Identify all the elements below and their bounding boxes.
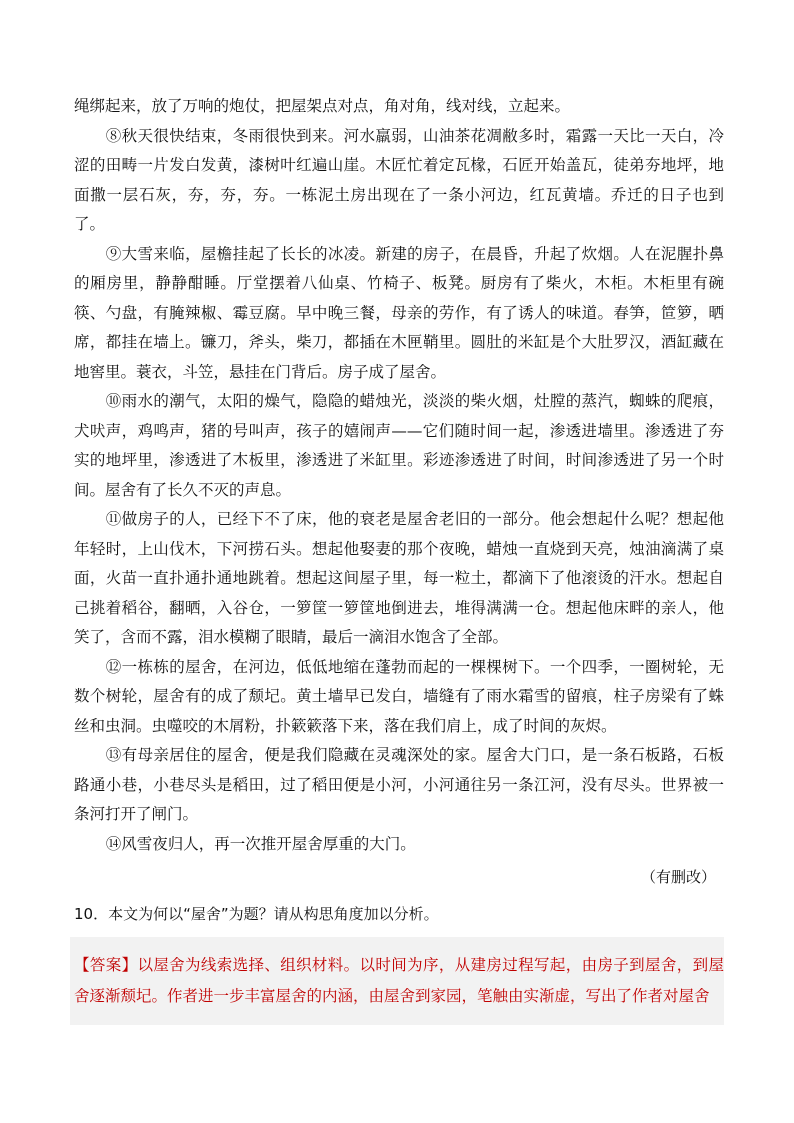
answer-tag: 【答案】 — [74, 956, 138, 974]
paragraph-12: ⑫一栋栋的屋舍，在河边，低低地缩在蓬勃而起的一棵棵树下。一个四季，一圈树轮，无数个树轮，屋舍有的成了颓圮。黄土墙早已发白，墙缝有了雨水霜雪的留痕，柱子房梁有了蛛丝和虫洞。虫噬咬的木屑粉，扑簌簌落下来，落在我们肩上，成了时间的灰烬。 — [74, 657, 724, 735]
answer-body: 以屋舍为线索选择、组织材料。以时间为序，从建房过程写起，由房子到屋舍，到屋舍逐渐颓圮。作者进一步丰富屋舍的内涵，由屋舍到家园，笔触由实渐虚，写出了作者对屋舍 — [74, 956, 724, 1005]
question-10: 10．本文为何以“屋舍”为题？请从构思角度加以分析。 — [74, 905, 439, 923]
reading-passage — [74, 92, 724, 891]
paragraph-7-end: 绳绑起来，放了万响的炮仗，把屋架点对点，角对角，线对线，立起来。 — [74, 97, 571, 115]
answer-text — [74, 950, 724, 1012]
paragraph-10: ⑩雨水的潮气，太阳的燥气，隐隐的蜡烛光，淡淡的柴火烟，灶膛的蒸汽，蜘蛛的爬痕，犬吠声，鸡鸣声，猪的号叫声，孩子的嬉闹声——它们随时间一起，渗透进墙里。渗透进了夯实的地坪里，渗透进了木板里，渗透进了米缸里。彩迹渗透进了时间，时间渗透进了另一个时间。屋舍有了长久不灭的声息。 — [74, 392, 724, 499]
paragraph-11: ⑪做房子的人，已经下不了床，他的衰老是屋舍老旧的一部分。他会想起什么呢？想起他年轻时，上山伐木，下河捞石头。想起他娶妻的那个夜晚，蜡烛一直烧到天亮，烛油滴满了桌面，火苗一直扑通扑通地跳着。想起这间屋子里，每一粒土，都滴下了他滚烫的汗水。想起自己挑着稻谷，翻晒，入谷仓，一箩筐一箩筐地倒进去，堆得满满一仓。想起他床畔的亲人，他笑了，含而不露，泪水模糊了眼睛，最后一滴泪水饱含了全部。 — [74, 510, 724, 646]
paragraph-9: ⑨大雪来临，屋檐挂起了长长的冰凌。新建的房子，在晨昏，升起了炊烟。人在泥腥扑鼻的厢房里，静静酣睡。厅堂摆着八仙桌、竹椅子、板凳。厨房有了柴火，木柜。木柜里有碗筷、勺盘，有腌辣椒、霉豆腐。早中晚三餐，母亲的劳作，有了诱人的味道。春笋，笸箩，晒席，都挂在墙上。镰刀，斧头，柴刀，都插在木匣鞘里。圆肚的米缸是个大肚罗汉，酒缸藏在地窖里。蓑衣，斗笠，悬挂在门背后。房子成了屋舍。 — [74, 244, 724, 381]
paragraph-13: ⑬有母亲居住的屋舍，便是我们隐藏在灵魂深处的家。屋舍大门口，是一条石板路，石板路通小巷，小巷尽头是稻田，过了稻田便是小河，小河通往另一条江河，没有尽头。世界被一条河打开了闸门。 — [74, 746, 724, 823]
paragraph-8: ⑧秋天很快结束，冬雨很快到来。河水羸弱，山油茶花凋敝多时，霜露一天比一天白，冷涩的田畴一片发白发黄，漆树叶红遍山崖。木匠忙着定瓦椽，石匠开始盖瓦，徒弟夯地坪，地面撒一层石灰，夯，夯，夯。一栋泥土房出现在了一条小河边，红瓦黄墙。乔迁的日子也到了。 — [74, 126, 724, 233]
abridged-note: （有删改） — [640, 868, 716, 886]
paragraph-14: ⑭风雪夜归人，再一次推开屋舍厚重的大门。 — [105, 834, 416, 853]
